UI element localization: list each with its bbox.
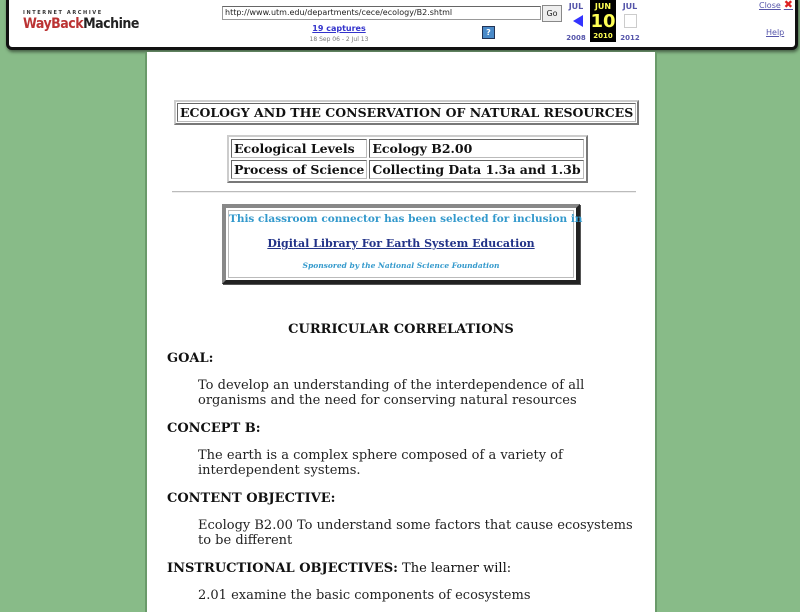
logo-internet-archive: INTERNET ARCHIVE xyxy=(23,10,103,16)
next-month[interactable]: JUL xyxy=(622,2,638,11)
question-icon[interactable]: ? xyxy=(482,26,495,39)
content-objective-text: Ecology B2.00 To understand some factors that cause ecosystems to be different xyxy=(198,518,633,548)
calendar-current xyxy=(590,0,616,42)
curricular-heading: CURRICULAR CORRELATIONS xyxy=(288,322,514,337)
dlese-link[interactable]: Digital Library For Earth System Education xyxy=(267,237,535,250)
current-day: 10 xyxy=(590,11,616,32)
url-input[interactable]: http://www.utm.edu/departments/cece/ecology/B2.shtml xyxy=(222,6,541,20)
wayback-logo[interactable] xyxy=(23,10,139,32)
page-title: ECOLOGY AND THE CONSERVATION OF NATURAL RESOURCES xyxy=(177,103,636,122)
wayback-toolbar xyxy=(6,0,798,50)
close-icon[interactable]: ✖ xyxy=(783,0,794,11)
table-row xyxy=(231,160,584,179)
objective-item: 2.01 examine the basic components of ecosystems xyxy=(198,588,531,603)
calendar-next[interactable] xyxy=(618,2,642,43)
prev-year[interactable]: 2008 xyxy=(566,34,586,42)
prev-month[interactable]: JUL xyxy=(568,2,584,11)
concept-label: CONCEPT B: xyxy=(167,421,261,436)
close-link[interactable] xyxy=(759,0,793,11)
instructional-suffix: The learner will: xyxy=(397,561,512,576)
levels-table xyxy=(227,135,588,183)
table-cell: Collecting Data 1.3a and 1.3b xyxy=(369,160,583,179)
table-cell: Process of Science xyxy=(231,160,367,179)
page-title-box xyxy=(174,100,639,125)
content-objective-label: CONTENT OBJECTIVE: xyxy=(167,491,336,506)
logo-machine: Machine xyxy=(83,16,139,32)
concept-text: The earth is a complex sphere composed of a variety of interdependent systems. xyxy=(198,448,563,478)
instructional-label: INSTRUCTIONAL OBJECTIVES: xyxy=(167,561,398,576)
divider xyxy=(172,191,636,193)
calendar-prev[interactable] xyxy=(565,2,587,43)
table-row xyxy=(231,139,584,158)
connector-text: This classroom connector has been selected for inclusion in xyxy=(229,213,583,225)
empty-next-icon xyxy=(624,14,637,28)
current-year: 2010 xyxy=(593,32,613,40)
go-button[interactable]: Go xyxy=(542,5,562,22)
page-content xyxy=(145,52,657,612)
close-label[interactable]: Close xyxy=(759,1,781,10)
next-year[interactable]: 2012 xyxy=(620,34,640,42)
logo-wayback: WayBack xyxy=(23,16,84,32)
arrow-left-icon[interactable] xyxy=(573,15,583,27)
help-link[interactable]: Help xyxy=(766,28,785,37)
instructional-objectives xyxy=(167,561,511,576)
dlese-connector-box xyxy=(222,204,583,284)
sponsor-text: Sponsored by the National Science Foundation xyxy=(302,261,500,270)
goal-text: To develop an understanding of the interdependence of all organisms and the need for conserving natural resources xyxy=(198,378,585,408)
goal-label: GOAL: xyxy=(167,351,214,366)
current-month: JUN xyxy=(594,2,612,11)
table-cell: Ecology B2.00 xyxy=(369,139,583,158)
captures-link[interactable]: 19 captures xyxy=(312,24,366,33)
capture-date-range: 18 Sep 06 - 2 Jul 13 xyxy=(309,36,369,43)
table-cell: Ecological Levels xyxy=(231,139,367,158)
